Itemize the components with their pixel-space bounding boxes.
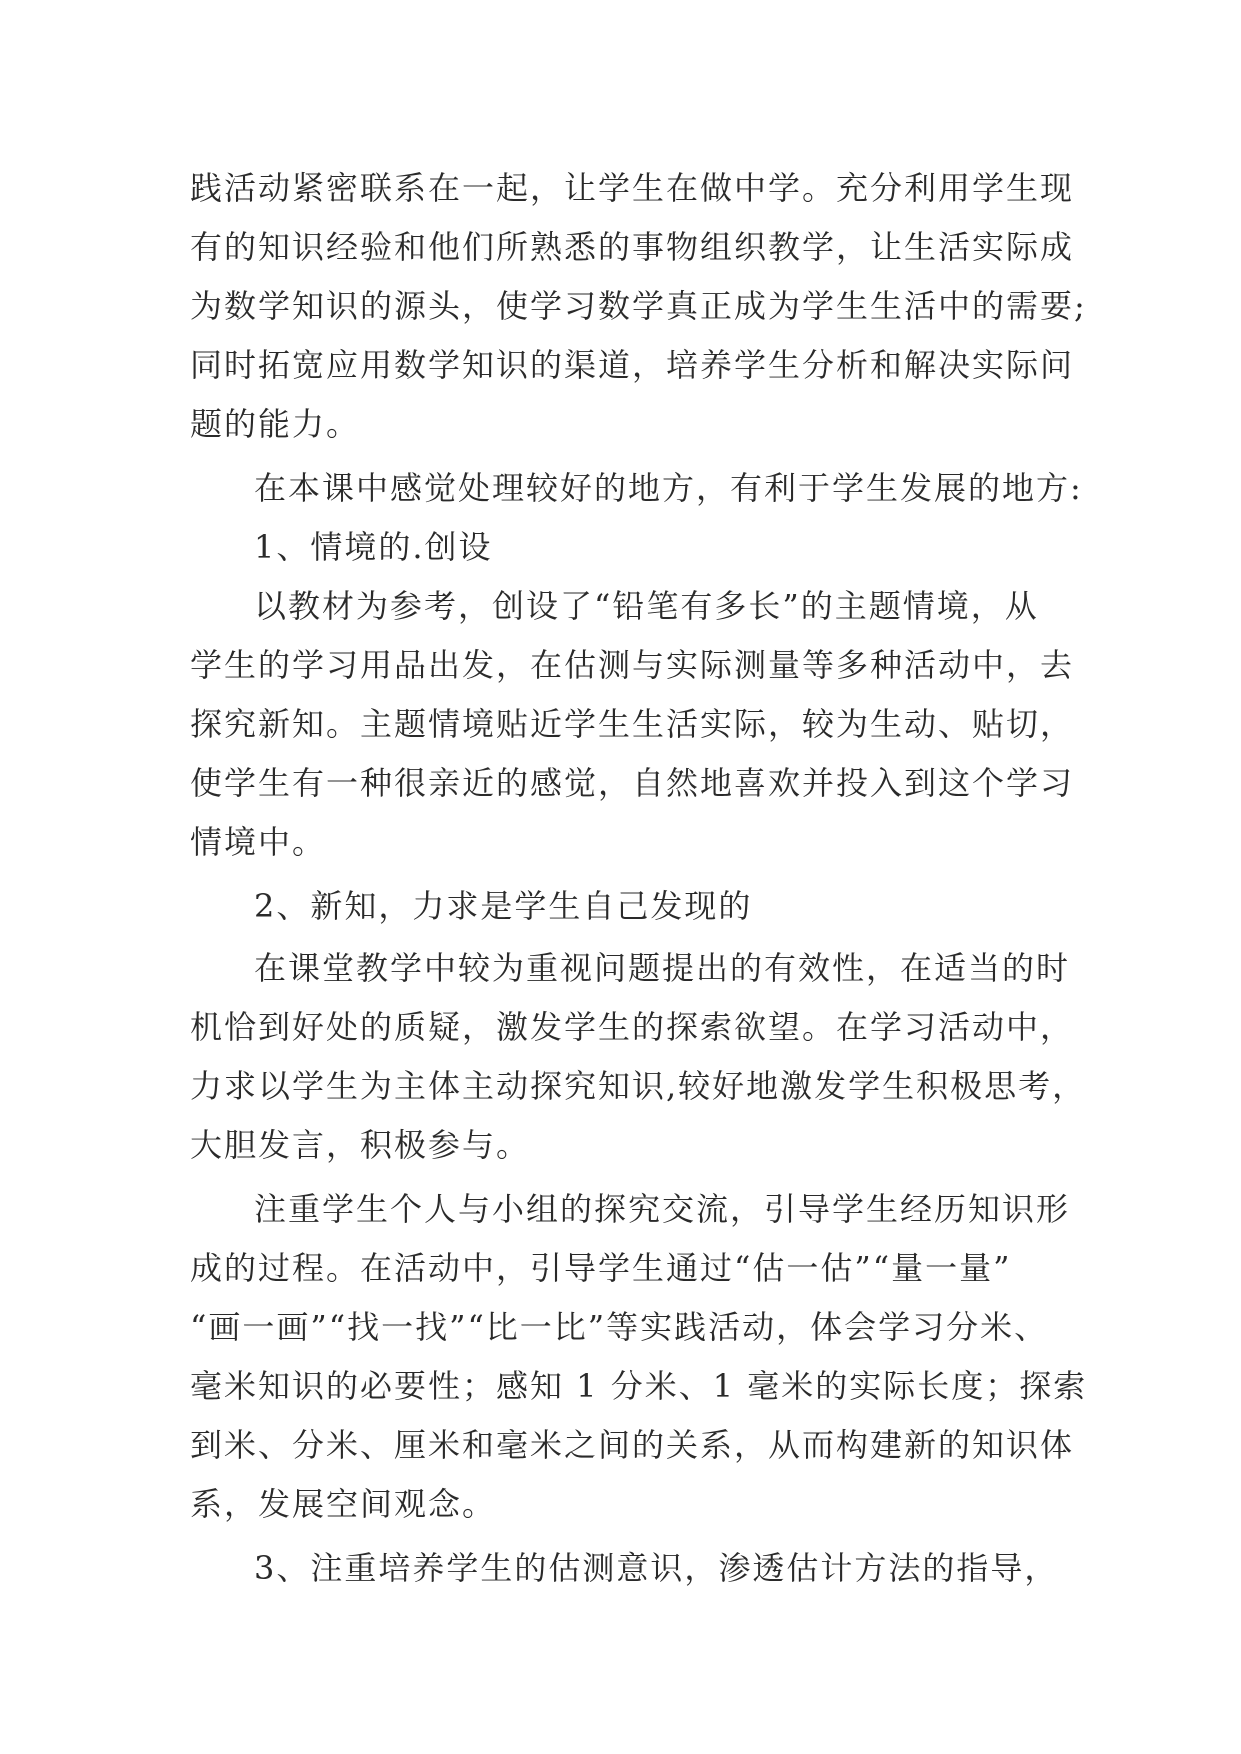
text-line: 系，发展空间观念。 bbox=[190, 1485, 497, 1523]
text-line: 大胆发言，积极参与。 bbox=[190, 1126, 531, 1164]
text-line: 使学生有一种很亲近的感觉，自然地喜欢并投入到这个学习 bbox=[190, 764, 1075, 802]
text-line: 机恰到好处的质疑，激发学生的探索欲望。在学习活动中， bbox=[190, 1008, 1075, 1046]
text-line: 注重学生个人与小组的探究交流，引导学生经历知识形 bbox=[254, 1190, 1071, 1228]
text-line: 学生的学习用品出发，在估测与实际测量等多种活动中，去 bbox=[190, 646, 1075, 684]
text-line: 在课堂教学中较为重视问题提出的有效性，在适当的时 bbox=[254, 949, 1071, 987]
text-line: 情境中。 bbox=[190, 823, 327, 861]
text-line: 到米、分米、厘米和毫米之间的关系，从而构建新的知识体 bbox=[190, 1426, 1075, 1464]
text-line: 同时拓宽应用数学知识的渠道，培养学生分析和解决实际问 bbox=[190, 346, 1075, 384]
text-line: 力求以学生为主体主动探究知识,较好地激发学生积极思考， bbox=[190, 1067, 1087, 1105]
section-heading: 2、新知，力求是学生自己发现的 bbox=[254, 887, 753, 925]
text-line: 践活动紧密联系在一起，让学生在做中学。充分利用学生现 bbox=[190, 169, 1075, 207]
section-heading: 1、情境的.创设 bbox=[254, 528, 493, 566]
text-line: 以教材为参考，创设了“铅笔有多长”的主题情境，从 bbox=[254, 587, 1039, 625]
text-line: 探究新知。主题情境贴近学生生活实际，较为生动、贴切， bbox=[190, 705, 1075, 743]
text-line: 为数学知识的源头，使学习数学真正成为学生生活中的需要; bbox=[190, 287, 1087, 325]
text-line: 毫米知识的必要性；感知 1 分米、1 毫米的实际长度；探索 bbox=[190, 1367, 1088, 1405]
text-line: “画一画”“找一找”“比一比”等实践活动，体会学习分米、 bbox=[190, 1308, 1049, 1346]
section-heading: 3、注重培养学生的估测意识，渗透估计方法的指导， bbox=[254, 1549, 1059, 1587]
text-line: 成的过程。在活动中，引导学生通过“估一估”“量一量” bbox=[190, 1249, 1012, 1287]
text-line: 题的能力。 bbox=[190, 405, 361, 443]
text-line: 有的知识经验和他们所熟悉的事物组织教学，让生活实际成 bbox=[190, 228, 1075, 266]
text-line: 在本课中感觉处理较好的地方，有利于学生发展的地方: bbox=[254, 469, 1083, 507]
